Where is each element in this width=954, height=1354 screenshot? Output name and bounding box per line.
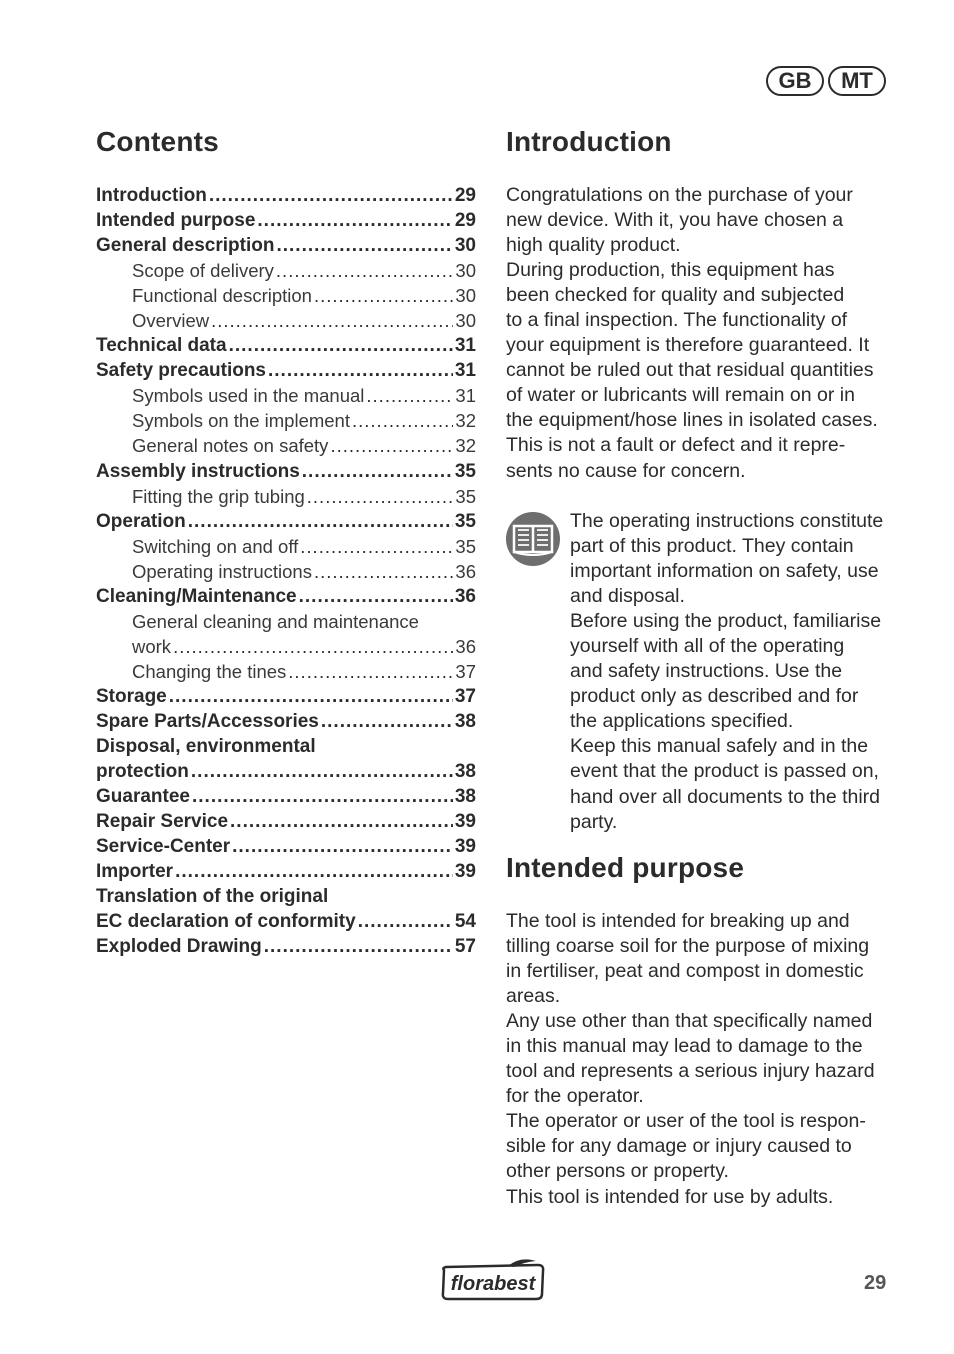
text-line: Any use other than that specifically named — [506, 1010, 873, 1033]
toc-entry — [96, 233, 476, 258]
toc-entry — [96, 333, 476, 358]
toc-entry — [96, 383, 476, 408]
toc-entry-page: 37 — [454, 685, 476, 707]
language-badge-mt: MT — [828, 66, 886, 96]
text-line: in this manual may lead to damage to the — [506, 1035, 863, 1058]
toc-entry — [96, 859, 476, 884]
toc-leader-dots — [232, 834, 453, 859]
florabest-logo — [438, 1258, 548, 1302]
toc-entry — [96, 909, 476, 934]
text-line: The tool is intended for breaking up and — [506, 910, 850, 932]
page-number: 29 — [864, 1272, 887, 1294]
toc-entry — [96, 408, 476, 433]
toc-leader-dots — [169, 684, 453, 709]
toc-entry-label: Translation of the original — [96, 886, 329, 908]
toc-entry-label: Exploded Drawing — [96, 936, 262, 958]
toc-entry-page: 35 — [454, 510, 476, 532]
toc-leader-dots — [276, 233, 452, 258]
toc-entry-label: Fitting the grip tubing — [132, 485, 305, 507]
toc-entry-label: EC declaration of conformity — [96, 911, 356, 933]
toc-entry-label: Operation — [96, 510, 186, 532]
language-badge-gb: GB — [766, 66, 824, 96]
toc-leader-dots — [302, 459, 453, 484]
book-icon — [506, 512, 560, 566]
table-of-contents — [96, 183, 476, 959]
toc-leader-dots — [188, 509, 453, 534]
toc-entry — [96, 283, 476, 308]
toc-entry — [96, 509, 476, 534]
toc-entry-label: General notes on safety — [132, 435, 329, 457]
toc-entry-label: Guarantee — [96, 786, 190, 808]
toc-entry-label: Introduction — [96, 185, 207, 206]
toc-entry-page: 39 — [454, 836, 476, 858]
text-line: During production, this equipment has — [506, 259, 835, 282]
toc-leader-dots — [264, 934, 453, 959]
toc-leader-dots — [229, 333, 453, 358]
toc-leader-dots — [191, 759, 453, 784]
toc-entry-label: Repair Service — [96, 811, 229, 833]
toc-leader-dots — [288, 659, 453, 684]
toc-entry-label: Changing the tines — [132, 660, 287, 682]
toc-leader-dots — [307, 484, 454, 509]
toc-entry-page: 36 — [455, 560, 476, 582]
text-line: tool and represents a serious injury hazard — [506, 1060, 875, 1083]
toc-entry-page: 38 — [454, 786, 476, 808]
toc-entry — [96, 358, 476, 383]
language-badges — [766, 66, 886, 96]
toc-entry-page: 30 — [454, 235, 476, 257]
toc-leader-dots — [175, 859, 453, 884]
toc-entry-page: 31 — [454, 335, 476, 357]
text-line: cannot be ruled out that residual quantities — [506, 359, 874, 382]
toc-entry — [96, 934, 476, 959]
text-line: party. — [570, 810, 618, 833]
text-line: high quality product. — [506, 234, 681, 257]
text-line: Keep this manual safely and in the — [570, 735, 869, 758]
toc-leader-dots — [314, 283, 453, 308]
toc-entry-label: Operating instructions — [132, 560, 312, 582]
text-line: product only as described and for — [570, 685, 859, 708]
text-line: your equipment is therefore guaranteed. It — [506, 334, 870, 357]
toc-entry-label: Overview — [132, 310, 210, 332]
toc-entry-label: Storage — [96, 685, 167, 707]
toc-entry-label: General description — [96, 235, 275, 257]
toc-entry-page: 38 — [454, 710, 476, 732]
text-line: areas. — [506, 985, 561, 1008]
text-line: yourself with all of the operating — [570, 635, 845, 658]
toc-leader-dots — [358, 909, 453, 934]
toc-entry-page: 30 — [455, 260, 476, 282]
toc-entry-page: 32 — [455, 435, 476, 457]
introduction-text — [506, 183, 896, 484]
toc-entry — [96, 584, 476, 609]
toc-entry-page: 29 — [454, 210, 476, 232]
text-line: The operator or user of the tool is respon- — [506, 1110, 866, 1133]
toc-entry-label: Spare Parts/Accessories — [96, 710, 319, 732]
toc-entry-page: 39 — [454, 861, 476, 883]
text-line: sible for any damage or injury caused to — [506, 1135, 852, 1158]
toc-entry-label: Symbols used in the manual — [132, 385, 365, 407]
toc-entry-label: Scope of delivery — [132, 260, 274, 282]
text-line: the equipment/hose lines in isolated cases. — [506, 409, 878, 432]
toc-entry-page: 35 — [454, 460, 476, 482]
toc-entry-label: Safety precautions — [96, 360, 266, 382]
toc-entry-page: 31 — [455, 385, 476, 407]
toc-entry-label: Cleaning/Maintenance — [96, 585, 297, 607]
toc-entry — [96, 559, 476, 584]
toc-entry — [96, 834, 476, 859]
text-line: important information on safety, use — [570, 560, 879, 583]
toc-entry-page: 39 — [454, 811, 476, 833]
toc-entry-page: 29 — [454, 185, 476, 206]
text-line: sents no cause for concern. — [506, 459, 746, 482]
toc-leader-dots — [314, 559, 453, 584]
toc-leader-dots — [330, 433, 453, 458]
toc-leader-dots — [173, 634, 453, 659]
text-line: the applications specified. — [570, 710, 794, 733]
toc-leader-dots — [268, 358, 453, 383]
toc-entry — [96, 659, 476, 684]
text-line: been checked for quality and subjected — [506, 284, 845, 307]
toc-leader-dots — [300, 534, 453, 559]
text-line: for the operator. — [506, 1085, 644, 1108]
toc-entry-page: 57 — [454, 936, 476, 958]
text-line: event that the product is passed on, — [570, 760, 879, 783]
toc-entry-page: 54 — [454, 911, 476, 933]
text-line: new device. With it, you have chosen a — [506, 209, 844, 232]
manual-notice-text — [570, 509, 900, 835]
text-line: and safety instructions. Use the — [570, 660, 843, 683]
toc-entry-label: Switching on and off — [132, 535, 299, 557]
intended-purpose-heading: Intended purpose — [506, 852, 745, 883]
introduction-heading: Introduction — [506, 126, 672, 157]
text-line: hand over all documents to the third — [570, 785, 881, 808]
toc-entry-page: 36 — [454, 585, 476, 607]
logo-text: florabest — [450, 1273, 536, 1295]
text-line: Congratulations on the purchase of your — [506, 184, 853, 206]
toc-leader-dots — [211, 308, 453, 333]
text-line: part of this product. They contain — [570, 535, 854, 558]
toc-leader-dots — [366, 383, 453, 408]
toc-entry-page: 36 — [455, 635, 476, 657]
text-line: to a final inspection. The functionality of — [506, 309, 848, 332]
toc-entry — [96, 258, 476, 283]
toc-entry-label: Importer — [96, 861, 174, 883]
text-line: other persons or property. — [506, 1160, 729, 1183]
toc-entry — [96, 734, 476, 759]
text-line: in fertiliser, peat and compost in domestic — [506, 960, 864, 983]
toc-entry — [96, 709, 476, 734]
text-line: of water or lubricants will remain on or in — [506, 384, 855, 407]
toc-entry — [96, 534, 476, 559]
toc-entry — [96, 183, 476, 208]
toc-leader-dots — [299, 584, 453, 609]
toc-entry-label: Disposal, environmental — [96, 736, 316, 758]
intended-purpose-text — [506, 909, 896, 1210]
toc-entry-label: General cleaning and maintenance — [132, 610, 419, 632]
toc-entry-page: 35 — [455, 535, 476, 557]
toc-entry-label: Intended purpose — [96, 210, 256, 232]
toc-entry-label: Functional description — [132, 285, 312, 307]
toc-entry — [96, 208, 476, 233]
text-line: This is not a fault or defect and it repre- — [506, 434, 846, 457]
toc-entry — [96, 684, 476, 709]
text-line: The operating instructions constitute — [570, 510, 884, 532]
toc-entry — [96, 759, 476, 784]
toc-entry-label: protection — [96, 761, 189, 783]
toc-leader-dots — [276, 258, 454, 283]
toc-leader-dots — [230, 809, 453, 834]
toc-entry-label: work — [132, 635, 172, 657]
toc-leader-dots — [321, 709, 453, 734]
toc-leader-dots — [352, 408, 453, 433]
toc-entry-label: Symbols on the implement — [132, 410, 350, 432]
toc-leader-dots — [257, 208, 452, 233]
toc-entry — [96, 459, 476, 484]
toc-entry-page: 37 — [455, 660, 476, 682]
toc-entry — [96, 609, 476, 634]
toc-entry-page: 32 — [455, 410, 476, 432]
toc-entry — [96, 484, 476, 509]
toc-entry-page: 35 — [455, 485, 476, 507]
toc-leader-dots — [192, 784, 453, 809]
toc-entry-label: Assembly instructions — [96, 460, 300, 482]
toc-entry-page: 30 — [455, 285, 476, 307]
toc-entry — [96, 784, 476, 809]
contents-heading: Contents — [96, 126, 219, 157]
toc-entry-page: 38 — [454, 761, 476, 783]
toc-entry — [96, 308, 476, 333]
text-line: Before using the product, familiarise — [570, 610, 882, 633]
toc-entry — [96, 809, 476, 834]
text-line: and disposal. — [570, 585, 685, 608]
toc-entry — [96, 884, 476, 909]
toc-entry-page: 31 — [454, 360, 476, 382]
toc-entry — [96, 634, 476, 659]
toc-leader-dots — [209, 183, 453, 208]
toc-entry-page: 30 — [455, 310, 476, 332]
toc-entry — [96, 433, 476, 458]
text-line: This tool is intended for use by adults. — [506, 1185, 834, 1208]
toc-entry-label: Service-Center — [96, 836, 231, 858]
text-line: tilling coarse soil for the purpose of mixing — [506, 935, 870, 958]
toc-entry-label: Technical data — [96, 335, 227, 357]
